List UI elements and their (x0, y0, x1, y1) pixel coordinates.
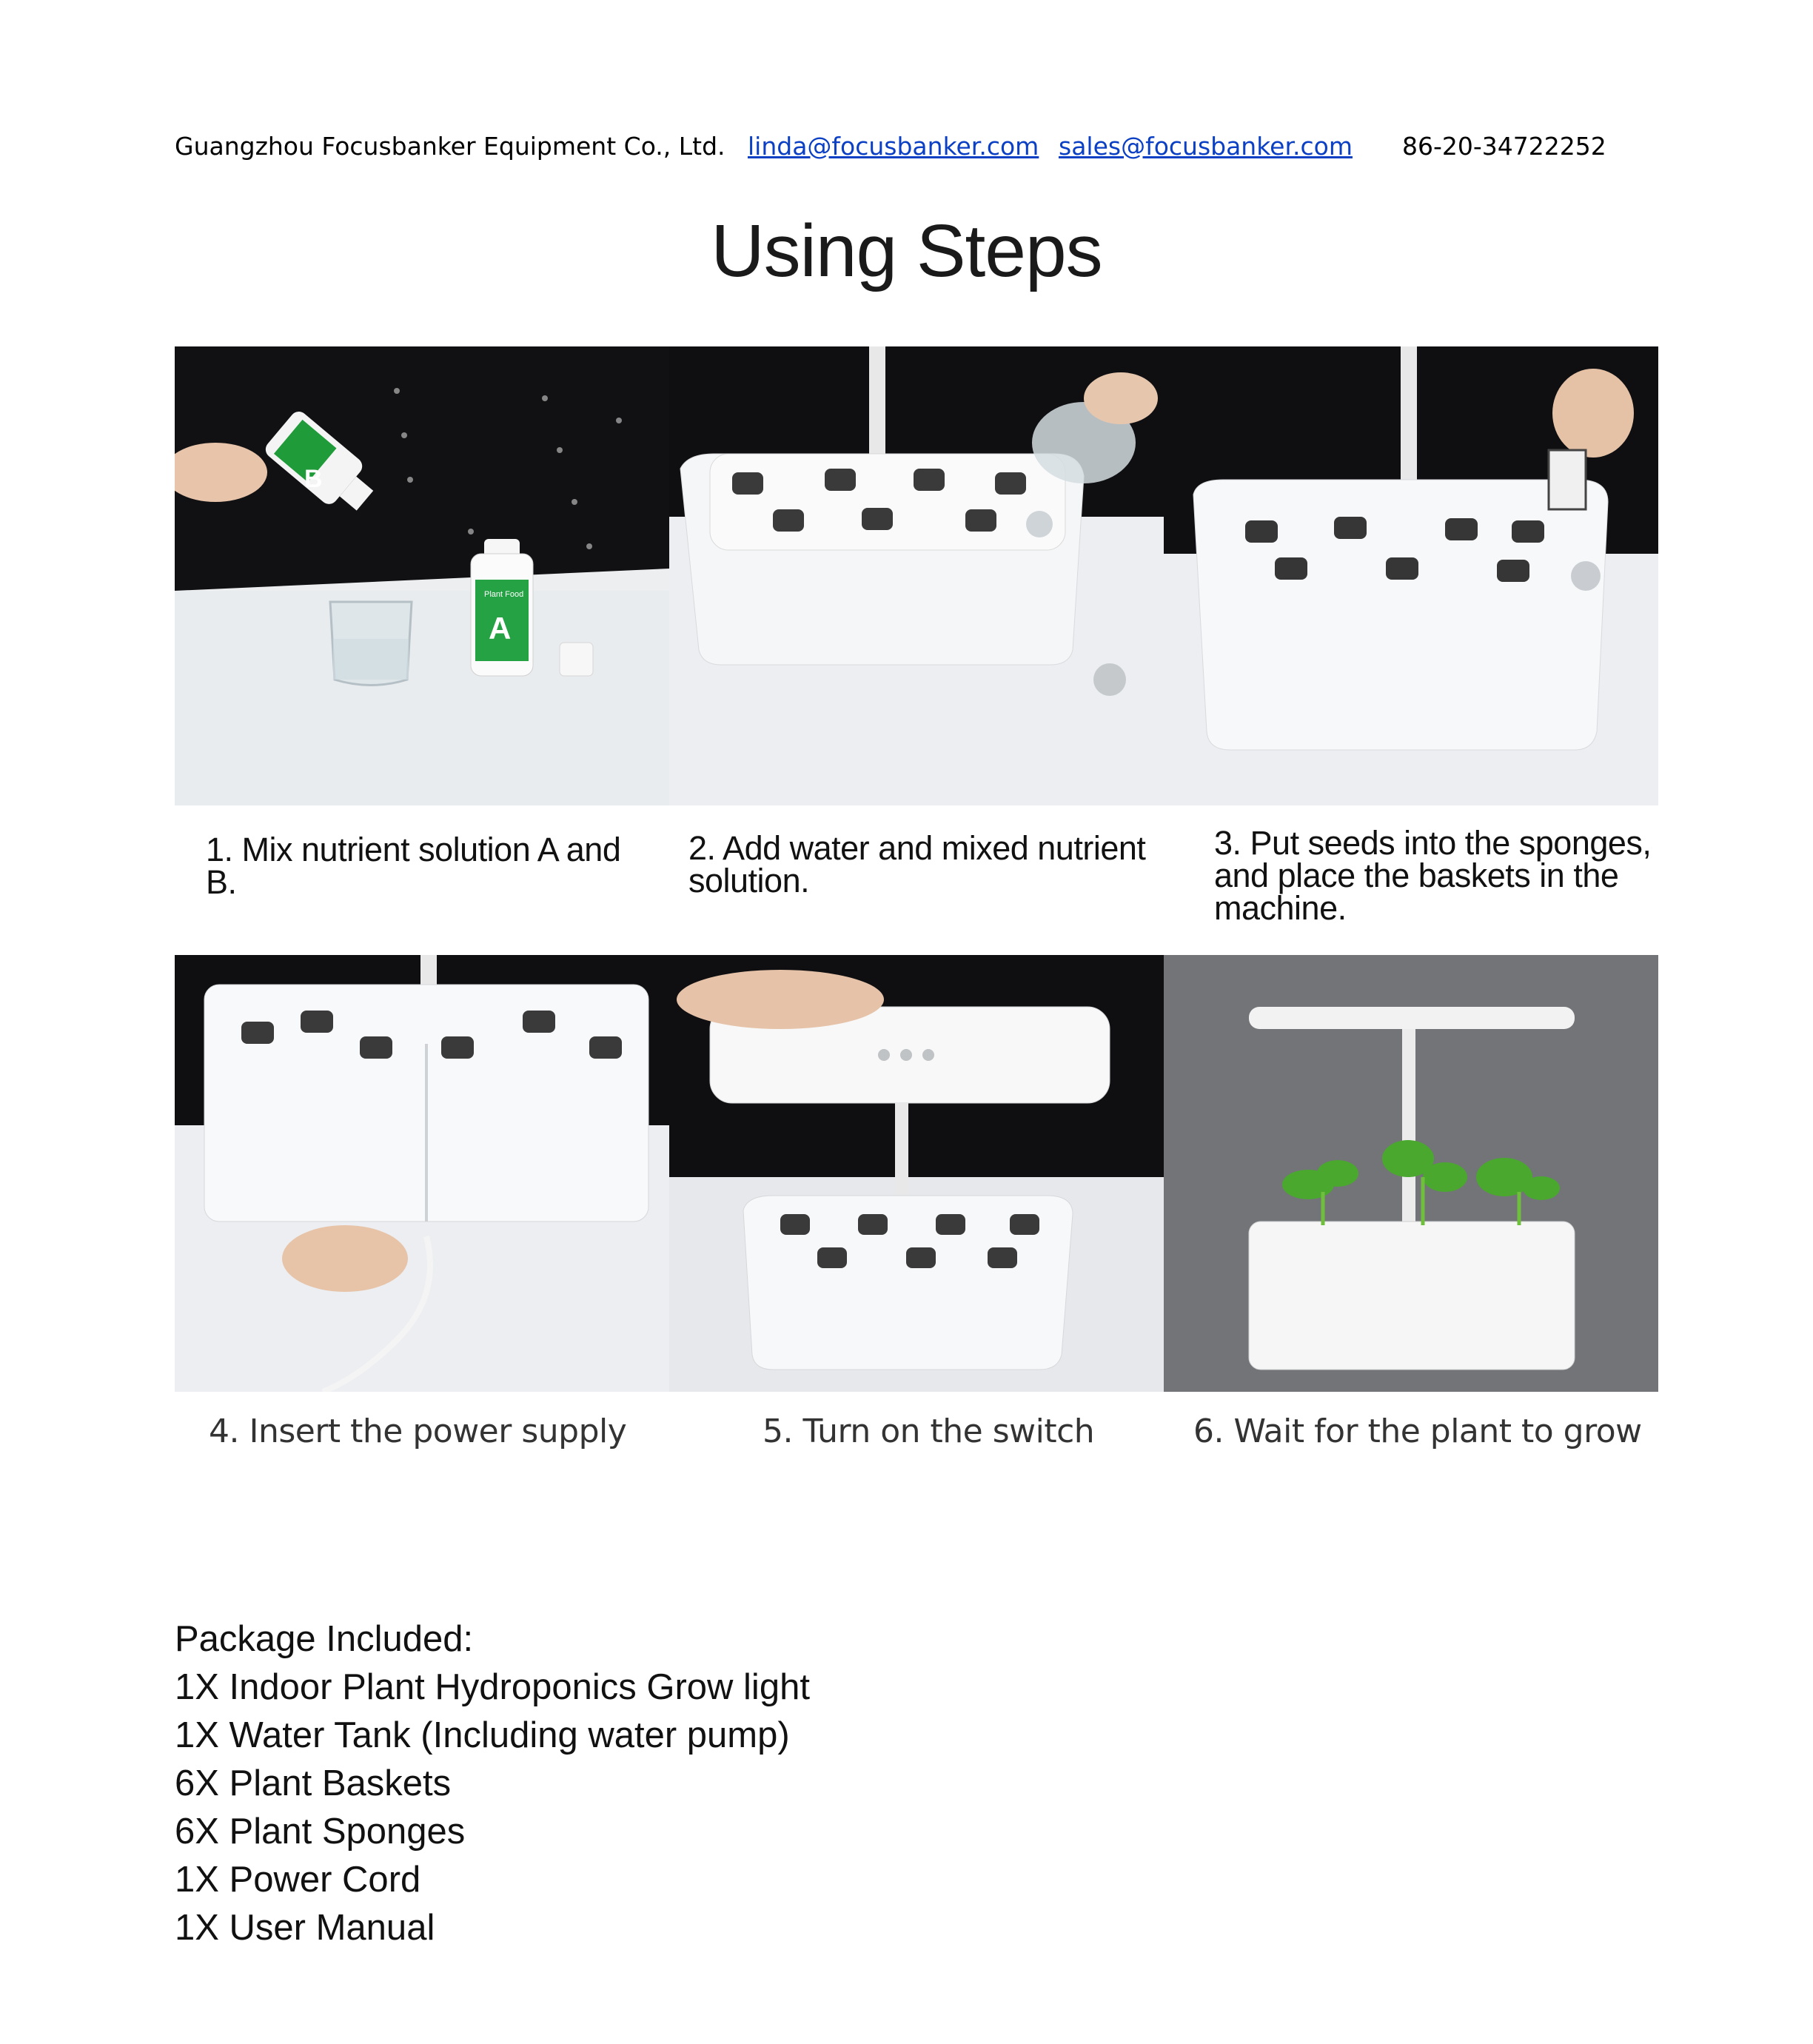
step-6-caption: 6. Wait for the plant to grow (1193, 1413, 1642, 1450)
step-4-caption: 4. Insert the power supply (209, 1413, 627, 1450)
step-2-caption: 2. Add water and mixed nutrient solution. (688, 829, 1146, 899)
bottle-a-label: A (489, 611, 512, 646)
email-link-sales[interactable] (1059, 132, 1353, 161)
step-5-photo (669, 955, 1164, 1392)
package-item: 6X Plant Sponges (175, 1812, 466, 1852)
document-header (175, 132, 1606, 176)
step-5-caption: 5. Turn on the switch (763, 1413, 1095, 1450)
page-title: Using Steps (711, 210, 1102, 292)
step-3-photo (1164, 346, 1658, 805)
step-3-caption: 3. Put seeds into the sponges, and place the baskets in the machine. (1214, 824, 1652, 927)
package-item: 1X Power Cord (175, 1860, 421, 1900)
package-list (175, 1615, 810, 1952)
package-item: 1X User Manual (175, 1908, 435, 1948)
phone-number: 86-20-34722252 (1402, 132, 1606, 161)
company-name: Guangzhou Focusbanker Equipment Co., Ltd. (175, 132, 725, 161)
step-4-photo (175, 955, 669, 1392)
package-item: 1X Indoor Plant Hydroponics Grow light (175, 1667, 810, 1707)
bottle-b-label: B (304, 465, 323, 493)
step-1-caption: 1. Mix nutrient solution A and B. (206, 831, 621, 901)
package-item: 1X Water Tank (Including water pump) (175, 1715, 790, 1755)
bottle-a-brand: Plant Food (484, 590, 524, 599)
step-2-photo (669, 346, 1164, 805)
email-sales-text[interactable]: sales@focusbanker.com (1059, 132, 1353, 161)
email-link-linda[interactable] (748, 132, 1039, 161)
package-heading: Package Included: (175, 1619, 474, 1659)
step-1-photo (175, 346, 669, 805)
package-item: 6X Plant Baskets (175, 1763, 452, 1803)
step-6-photo (1164, 955, 1658, 1392)
email-linda-text[interactable]: linda@focusbanker.com (748, 132, 1039, 161)
